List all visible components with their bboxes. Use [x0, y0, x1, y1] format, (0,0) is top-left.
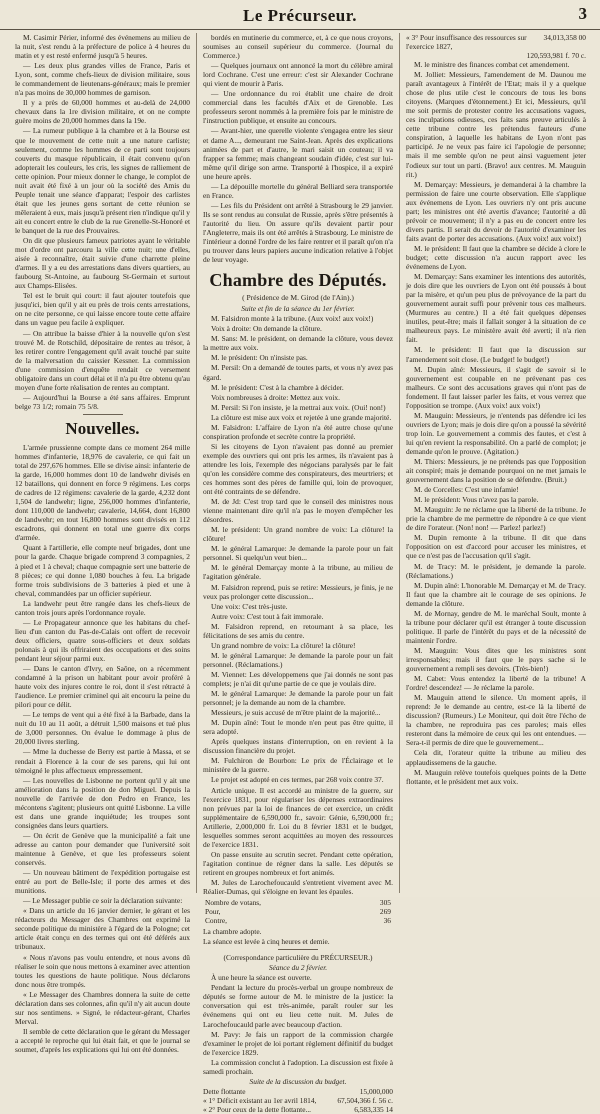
debate-paragraph: M. Mauguin relève toutefois quelques points de la Dette flottante, et le président met aux voix. — [406, 767, 586, 786]
news-paragraph: — Un nouveau bâtiment de l'expédition portugaise est entré au port de Belle-Isle; il porte des armes et des munitions. — [15, 868, 190, 896]
debate-paragraph: M. Mauguin: Vous dites que les ministres sont irresponsables; mais il faut que le pays sache si le gouvernement a rempli ses devoirs. (Très-bien!) — [406, 645, 586, 674]
news-paragraph: — Le temps de vent qui a été fixé à la Barbade, dans la nuit du 10 au 11 août, a détruit 1,500 maisons et tué plus de 3,000 personnes. On évalue le dommage à plus de 20,000 livres sterling. — [15, 710, 190, 747]
debate-paragraph: M. Sans: M. le président, on demande la clôture, vous devez la mettre aux voix. — [203, 334, 393, 353]
news-paragraph: bordés en mutinerie du commerce, et, à ce que nous croyons, soumises au conseil supérieur du commerce. (Journal du Commerce.) — [203, 33, 393, 61]
news-paragraph: — Dans le canton d'Ivry, en Saône, on a récemment condamné à la prison un habitant pour avoir proféré à haute voix des injures contre le roi, dont il s'est rétracté à l'audience. Le premier criminel qui ait encouru la peine du pilori pour ce délit. — [15, 664, 190, 710]
debate-paragraph: Si les citoyens de Lyon n'avaient pas donné au premier exemple des ouvriers qui ont pris les armes, ils n'avaient pas à attendre les lois, l'exemple des négocians paralysés par le fait qu'on les considère comme des conspirateurs, des meurtriers; et ces hommes sont des pères de famille qui, loin de provoquer, ont été contraints de se défendre. — [203, 441, 393, 497]
budget-continued-figures — [406, 33, 586, 60]
news-paragraph: Il semble de cette déclaration que le gérant du Messager a accepté le reproche qui lui était fait, et que le journal se soumet, d'après les explications qui lui ont été données. — [15, 1026, 190, 1054]
vote-row — [203, 898, 393, 907]
debate-paragraph: M. le président: C'est à la chambre à décider. — [211, 382, 344, 392]
debate-paragraph: Un grand nombre de voix: La clôture! la clôture! — [211, 640, 356, 650]
news-paragraph: — Le Propagateur annonce que les habitans du chef-lieu d'un canton du Pas-de-Calais ont offert de recevoir deux officiers, quatre sous-officiers et deux soldats polonais à qui ils offriraient des occupations et des soins pendant leur séjour parmi eux. — [15, 617, 190, 663]
chamber-presidency: ( Présidence de M. Girod (de l'Ain).) — [242, 293, 354, 303]
debate-paragraph: Messieurs, je suis accusé de m'être plaint de la majorité... — [211, 708, 381, 718]
debate-paragraph: M. Jules de Larochefoucauld s'entretient vivement avec M. Réalier-Dumas, qui s'éloigne en levant les épaules. — [203, 877, 393, 897]
correspondence-section — [203, 973, 393, 1076]
article-paragraph: — On attribue la baisse d'hier à la nouvelle qu'on s'est trouvé M. de Rotschild, dépositaire de rentes au trésor, à les retirer contre l'engagement qu'il avait touché par suite de la malversation du caissier Kessner. La commission d'une commission d'enquête rendait ce versement obligatoire dans un court délai et il n'a pu être obtenu qu'au moyen d'une forte réalisation de rentes au comptant. — [15, 328, 190, 392]
column-rule-right — [399, 33, 400, 893]
budget-line — [203, 1096, 393, 1105]
debate-paragraph: M. le général Lamarque: Je demande la parole pour un fait personnel; je la demande au nom de la chambre. — [203, 689, 393, 708]
debate-paragraph: M. le président: Vous n'avez pas la parole. — [414, 495, 539, 505]
budget-line — [203, 1087, 393, 1096]
debate-paragraph: M. de Tracy: M. le président, je demande la parole. (Réclamations.) — [406, 561, 586, 580]
news-paragraph: L'armée prussienne compte dans ce moment 264 mille hommes d'infanterie, 18,976 de cavalerie, ce qui fait un total de 297,676 hommes. Elle se divise ainsi: infanterie de la garde, 16,000 hommes dont 10 de landwehr divisés en 12 bataillons, qui donnent en force 9 régimens. Les corps de cadres de 12 régimens: cavalerie de la garde, 4,232 dont 1,504 de landwehr; ligne, 256,000 hommes d'infanterie, dont 110,000 de landwehr; cavalerie, 14,664, dont 16,800 de landwehr; en tout 16,800 hommes sont divisés en 112 escadrons, qui donnent en total une guerre dix corps d'armée. — [15, 442, 190, 543]
debate-paragraph: M. le président: Un grand nombre de voix: La clôture! la clôture! — [203, 525, 393, 544]
debate-paragraph: M. de Mornay, gendre de M. le maréchal Soult, monte à la tribune pour déclarer qu'il est étranger à toute discussion politique. Il parle de l'intérêt du pays et de la nécessité de maintenir l'ordre. — [406, 608, 586, 645]
debate-paragraph: M. Demarçay: Messieurs, je demanderai à la chambre la permission de faire une courte observation. Elle s'applique aux événemens de Lyon. Les ouvriers n'y ont pris aucune part; les ministres ont été avertis d'avance; l'autorité a dû prévoir ce mouvement; il n'y a pas eu de concert entre les divers partis. Il serait du devoir de l'autorité d'examiner les faits avant de porter des accusations. (Aux voix! aux voix!) — [406, 179, 586, 243]
debate-paragraph: M. Dupin aîné: Tout le monde n'en peut pas être quitte, il sera adopté. — [203, 718, 393, 737]
debate-paragraph: M. Falsidron reprend, en retournant à sa place, les félicitations de ses amis du centre. — [203, 621, 393, 640]
correspondence-paragraph: La commission conclut à l'adoption. La discussion est fixée à samedi prochain. — [203, 1057, 393, 1076]
debate-paragraph: Article unique. Il est accordé au ministre de la guerre, sur l'exercice 1831, pour régulariser les dépenses extraordinaires non prévues par la loi de finances de cet exercice, un crédit supplémentaire de 6,590,000 fr., savoir: Génie, 6,590,000 fr.; Artillerie, 2,000,000 fr. Loi du 8 février 1831 et le budget, lesquelles sommes seront acquittées au moyen des ressources de l'exercice 1831. — [203, 785, 393, 849]
article-paragraph: On dit que plusieurs fameux patriotes ayant le véritable mot d'ordre ont parcouru la ville cette nuit; une d'elles, aisée à reconnaître, était suivie d'une charrette pleine d'armes. Il y a eu des arrestations dans divers quartiers, au faubourg St-Antoine, au faubourg St-Germain et surtout aux Champs-Elisées. — [15, 236, 190, 291]
news-paragraph: « Nous n'avons pas voulu entendre, et nous avons dû réaliser le soin que nous mettons à examiner avec attention toutes les questions de haute politique. Nous déclarons donc nous être trompés. — [15, 952, 190, 989]
news-paragraph: — Quelques journaux ont annoncé la mort du célèbre amiral lord Cochrane. C'est une erreur: c'est sir Alexander Cochrane qui vient de mourir à Paris. — [203, 61, 393, 89]
article-paragraph: Tel est le bruit qui court: il faut ajouter toutefois que jusqu'ici, bien qu'il y ait eu près de trois cents arrestations, on ne cite personne, ce qui laisse encore toute cette affaire dans un vague peu facile à expliquer. — [15, 291, 190, 328]
divider — [278, 949, 318, 950]
column-1 — [15, 33, 190, 1054]
divider — [83, 414, 123, 415]
debate-paragraph: Autre voix: C'est tout à fait immorale. — [211, 611, 324, 621]
debate-paragraph: M. Cabet: Vous entendez la liberté de la tribune! A l'ordre! descendez! — Je réclame la parole. — [406, 674, 586, 693]
page-number: 3 — [578, 4, 587, 23]
vote-label: Pour, — [205, 907, 221, 917]
news-paragraph: La landwehr peut être rangée dans les chefs-lieux de canton trois jours après l'ordonnance royale. — [15, 598, 190, 617]
budget-line — [406, 33, 586, 51]
budget-amount: 6,583,335 14 — [354, 1104, 393, 1114]
debate-paragraph: M. le ministre des finances combat cet amendement. — [414, 60, 570, 69]
debate-paragraph: M. de Corcelles: C'est une infamie! — [414, 485, 519, 495]
page-header — [0, 0, 600, 30]
nouvelles-section — [15, 443, 190, 1054]
debate-paragraph: M. le général Demarçay monte à la tribune, au milieu de l'agitation générale. — [203, 563, 393, 582]
vote-result: La chambre adopte. — [203, 927, 262, 937]
debate-section — [203, 314, 393, 717]
debate-paragraph: On passe ensuite au scrutin secret. Pendant cette opération, l'agitation continue de régner dans la salle. Les députés se retirent en groupes nombreux et fort animés. — [203, 849, 393, 877]
law-adoption-section — [203, 718, 393, 896]
debate-paragraph: Voix à droite: On demande la clôture. — [211, 324, 322, 334]
news-paragraph: — Mme la duchesse de Berry est partie à Massa, et se rendait à Florence à la cour de ses parens, qui lui ont témoigné le plus affectueux empressement. — [15, 747, 190, 775]
debate-paragraph: M. Falsidron monte à la tribune. (Aux voix! aux voix!) — [211, 314, 374, 324]
debate-paragraph: M. Thiers: Messieurs, je ne prétends pas que l'opposition ait conspiré; mais je demande pourquoi on ne met jamais le gouvernement dans la position de se défendre. (Bruit.) — [406, 457, 586, 485]
news-paragraph: — Avant-hier, une querelle violente s'engagea entre les sieur et dame A..., demeurant rue Saint-Jean. Après des explications animées de part et d'autre, le mari saisit un couteau; il va frapper sa femme; mais changeant soudain d'idée, c'est sur lui-même qu'il dirige son arme. Transporté à l'hospice, il a expiré une heure après. — [203, 126, 393, 181]
debate-paragraph: M. Falsidron reprend, puis se retire: Messieurs, je finis, je ne veux pas prolonger cette discussion... — [203, 582, 393, 601]
debate-paragraph: M. le général Lamarque: Je demande la parole pour un fait personnel. (Réclamations.) — [203, 650, 393, 669]
column-3 — [406, 33, 586, 891]
debate-paragraph: M. Falsidron: L'affaire de Lyon n'a été autre chose qu'une conspiration profonde et secrète contre la propriété. — [203, 422, 393, 441]
budget-amount: 15,000,000 — [359, 1086, 393, 1096]
budget-label: « 3° Pour insuffisance des ressources sur l'exercice 1827, — [406, 33, 527, 51]
article-paragraph: Il y a près de 60,000 hommes et au-delà de 24,000 chevaux dans la 1re division militaire, et on ne compte guère moins de 20,000 hommes dans la 19e. — [15, 98, 190, 126]
budget-label: « 1° Déficit existant au 1er avril 1814, — [203, 1095, 317, 1105]
debate-paragraph: M. le président: On n'insiste pas. — [211, 353, 308, 363]
news-paragraph: — On écrit de Genève que la municipalité a fait une adresse au canton pour demander que l'université soit maintenue à Genève, et que les professeurs soient conservés. — [15, 830, 190, 868]
correspondence-heading: (Correspondance particulière du PRÉCURSEUR.) — [223, 953, 373, 963]
debate-paragraph: Une voix: C'est très-juste. — [211, 601, 288, 611]
correspondence-paragraph: M. Pavy: Je fais un rapport de la commission chargée d'examiner le projet de loi portant règlement définitif du budget de l'exercice 1829. — [203, 1029, 393, 1057]
article-paragraph: — Aujourd'hui la Bourse a été sans affaires. Emprunt belge 73 1/2; romain 75 5/8. — [15, 392, 190, 411]
news-paragraph: — La dépouille mortelle du général Belliard sera transportée en France. — [203, 181, 393, 200]
vote-count: 36 — [383, 916, 391, 926]
budget-amount: 120,593,981 f. 70 c. — [526, 51, 586, 60]
article-paragraph: M. Casimir Périer, informé des événemens au milieu de la nuit, s'est rendu à la préfecture de police à 4 heures du matin et y est resté enfermé jusqu'à 5 heures. — [15, 33, 190, 61]
correspondence-date: Séance du 2 février. — [268, 963, 328, 973]
debate-paragraph: M. Persil: Si l'on insiste, je la mettrai aux voix. (Oui! non!) — [211, 402, 386, 412]
vote-count: 305 — [379, 898, 391, 908]
debate-paragraph: M. Demarçay: Sans examiner les intentions des autorités, je dois dire que les ouvriers de Lyon ont été poussés à bout par la misère, et qu'un peu plus de prévoyance de la part du gouvernement aurait suffi pour prévenir tous ces malheurs. (Murmures au centre.) Il a été fait quelques dépenses inutiles, peut-être; mais il fallait songer à la situation de ce malheureux pays. Le ministère avait été averti; il n'a rien fait. — [406, 272, 586, 345]
vote-table — [203, 898, 393, 925]
vote-row — [203, 907, 393, 916]
correspondence-paragraph: Pendant la lecture du procès-verbal un groupe nombreux de députés se forme autour de M. le ministre de la justice: la conversation qui est très-animée, paraît rouler sur les événemens qui ont eu lieu cette nuit. M. Jules de Larochefoucauld parle avec beaucoup d'action. — [203, 983, 393, 1029]
chamber-heading: Chambre des Députés. — [209, 270, 387, 291]
budget-amount: 34,013,358 00 — [543, 33, 586, 42]
politics-section — [15, 33, 190, 411]
news-paragraph: — Le Messager publie ce soir la déclaration suivante: — [23, 896, 183, 906]
debate-paragraph: M. Dupin aîné: L'honorable M. Demarçay et M. de Tracy. Il faut que la chambre ait le courage de ses opinions. Je demande la clôture. — [406, 580, 586, 608]
debate-paragraph: Voix nombreuses à droite: Mettez aux voix. — [211, 392, 340, 402]
budget-heading: Suite de la discussion du budget. — [249, 1076, 347, 1086]
news-paragraph: — Une ordonnance du roi établit une chaire de droit commercial dans les facultés d'Aix et de Grenoble. Les professeurs seront nommés à la première fois par le ministre de l'instruction publique, et ensuite au concours. — [203, 89, 393, 126]
news-paragraph: — Les nouvelles de Lisbonne ne portent qu'il y ait une amélioration dans la position de don Miguel. Depuis la nouvelle de l'arrivée de don Pedro en France, les mécontens s'agitent; plusieurs ont quitté Lisbonne. La ville est dans une grande inquiétude; les troupes sont consignées dans leurs quartiers. — [15, 775, 190, 830]
budget-label — [406, 51, 523, 60]
budget-label: « 2° Pour ceux de la dette flottante... — [203, 1104, 312, 1114]
article-paragraph: — Les deux plus grandes villes de France, Paris et Lyon, sont, comme chefs-lieux de division militaire, sous le commandement de lieutenans-généraux; mais le premier n'a pas moins de 30,000 hommes de garnison. — [15, 61, 190, 98]
news-paragraph: « Le Messager des Chambres donnera la suite de cette déclaration dans ses colonnes, afin qu'il n'y ait aucun doute sur nos sentimens. » Signé, le rédacteur-gérant, Charles Merval. — [15, 989, 190, 1026]
budget-figures — [203, 1087, 393, 1114]
budget-label: Dette flottante — [203, 1086, 246, 1096]
debate-continued-section — [406, 60, 586, 786]
news-briefs-section — [203, 33, 393, 264]
correspondence-paragraph: À une heure la séance est ouverte. — [211, 973, 312, 983]
news-paragraph: « Dans un article du 16 janvier dernier, le gérant et les rédacteurs du Messager des Chambres ont exprimé la seconde politique du ministère à l'égard de la Pologne; cet article était conçu en des termes qui ont été déférés aux tribunaux. — [15, 906, 190, 952]
news-paragraph: — Les fils du Président ont arrêté à Strasbourg le 29 janvier. Ils se sont rendus au consulat de Russie, après s'être présentés à l'autorité du lieu. On assure qu'ils devaient partir pour l'Angleterre, mais ils ont été arrêtés à Strasbourg. Le ministre de l'intérieur a donné l'ordre de les faire rentrer et il paraît qu'on n'a pu trouver dans leurs papiers aucune indication relative à l'objet de leur voyage. — [203, 200, 394, 265]
vote-row — [203, 916, 393, 925]
budget-line — [203, 1105, 393, 1114]
debate-paragraph: Le projet est adopté en ces termes, par 268 voix contre 37. — [211, 775, 384, 785]
debate-paragraph: M. Persil: On a demandé de toutes parts, et vous n'y avez pas égard. — [203, 363, 393, 382]
budget-line — [406, 51, 586, 60]
news-paragraph: Quant à l'artillerie, elle compte neuf brigades, dont une pour la garde. Chaque brigade comprend 3 compagnies, 2 à pied et 1 à cheval; chaque compagnie sert une batterie de 8 pièces; ce qui donne 1,080 bouches à feu. La brigade forme trois subdivisions de 3 batteries à pied et une à cheval, commandées par un officier supérieur. — [15, 543, 190, 598]
debate-paragraph: M. Viennet: Les développemens que j'ai donnés ne sont pas complets; je n'ai dit qu'une partie de ce que je voulais dire. — [203, 669, 393, 688]
debate-paragraph: M. Mauguin attend le silence. Un moment après, il reprend: Je le demande au centre, est-ce là la liberté de discussion? (Rumeurs.) Le Moniteur, qui doit être l'écho de la chambre, ne reproduira pas ces paroles; mais elles resteront dans la mémoire de ceux qui les ont entendues. — Sera-t-il permis de dire que le gouvernement... — [406, 693, 586, 748]
column-rule-left — [196, 33, 197, 893]
debate-paragraph: M. le président: Il faut que la chambre se décide à clore le budget; cette discussion n'a aucun rapport avec les événemens de Lyon. — [406, 243, 586, 272]
sitting-closed: La séance est levée à cinq heures et demie. — [203, 937, 330, 947]
nouvelles-heading: Nouvelles. — [65, 418, 140, 438]
debate-paragraph: Après quelques instans d'interruption, on en revient à la discussion financière du projet. — [203, 737, 393, 756]
debate-paragraph: M. Mauguin: Messieurs, je n'entends pas défendre ici les ouvriers de Lyon; mais je dois dire qu'on a poussé la sévérité trop loin. Le gouvernement a commis des fautes, et c'est à lui qu'en revient la responsabilité. On a parlé de complot; je demande qu'on le prouve. (Agitation.) — [406, 410, 586, 456]
debate-paragraph: M. de Jd: C'est trop tard que le conseil des ministres nous vienne maintenant dire qu'il n'a pas le moyen d'empêcher les désordres. — [203, 497, 393, 525]
newspaper-title: Le Précurseur. — [242, 6, 357, 25]
debate-paragraph: M. Fulchiron de Bourbon: Le prix de l'Éclairage et le ministère de la guerre. — [203, 756, 393, 775]
budget-amount: 67,504,366 f. 56 c. — [337, 1095, 393, 1105]
debate-paragraph: M. Dupin remonte à la tribune. Il dit que dans l'opposition on est d'accord pour accuser les ministres, et que ce n'est pas de l'accusation qu'il s'agit. — [406, 533, 586, 561]
debate-paragraph: Cela dit, l'orateur quitte la tribune au milieu des applaudissemens de la gauche. — [406, 748, 586, 767]
vote-label: Contre, — [205, 916, 227, 926]
debate-paragraph: M. le président: Il faut que la discussion sur l'amendement soit close. (Le budget! le budget!) — [406, 345, 586, 364]
vote-label: Nombre de votans, — [205, 898, 262, 908]
debate-paragraph: M. Dupin aîné: Messieurs, il s'agit de savoir si le gouvernement est coupable en ne prévenant pas ces malheurs. Ce sont des accusations graves qui n'ont pas de fondement. Il faut laisser parler les faits, et vous verrez que l'opposition se trompe. (Aux voix! aux voix!) — [406, 364, 586, 410]
column-2 — [203, 33, 394, 1114]
sitting-date: Suite et fin de la séance du 1er février. — [241, 304, 355, 314]
debate-paragraph: La clôture est mise aux voix et rejetée à une grande majorité. — [211, 412, 392, 422]
debate-paragraph: M. Jolliet: Messieurs, l'amendement de M. Daunou me paraît avantageux à l'intérêt de l'Etat; mais il y a quelque chose de plus utile c'est le concours de tous les bons citoyens. (Marques d'étonnement.) Et ici, Messieurs, qu'il me soit permis de protester contre les accusations vagues, ces inculpations odieuses, ces faits sans preuve articulés à cette tribune contre les prétendus fauteurs d'une conspiration, à laquelle les habitans de Lyon n'ont pas participé. Je ne veux pas faire ici l'apologie de personne; mais il me semble qu'on ne peut ainsi vaguement jeter l'odieux sur tout un parti. (Bravo! aux centres. M. Mauguin rit.) — [406, 70, 586, 179]
debate-paragraph: M. le général Lamarque: Je demande la parole pour un fait personnel. Si quelqu'un veut bien... — [203, 544, 393, 563]
vote-count: 269 — [379, 907, 391, 917]
debate-paragraph: M. Mauguin: Je ne réclame que la liberté de la tribune. Je prie la chambre de me permettre de répondre à ce que vient de dire l'orateur. (Non! non! — Parlez! parlez!) — [406, 505, 586, 533]
article-paragraph: — La rumeur publique à la chambre et à la Bourse est que le mouvement de cette nuit a une nature carliste; seulement, comme les hommes de ce parti sont toujours couverts du masque républicain, il était convenu qu'on adopterait les couleurs, les cris, les signes de ralliement de cette opinion. Pour mieux donner le change, le complot de nuit avait été fixé à un jour où la société des Amis du Peuple tenait une séance d'apparat; l'espoir des carlistes était que les jeunes gens sortant de cette réunion se mêleraient à eux, mais jusqu'à présent rien n'indique qu'il y ait eu concert entre le club de la rue Grenelle-St-Honoré et le banquet de la rue des Prouvaires. — [15, 126, 190, 235]
